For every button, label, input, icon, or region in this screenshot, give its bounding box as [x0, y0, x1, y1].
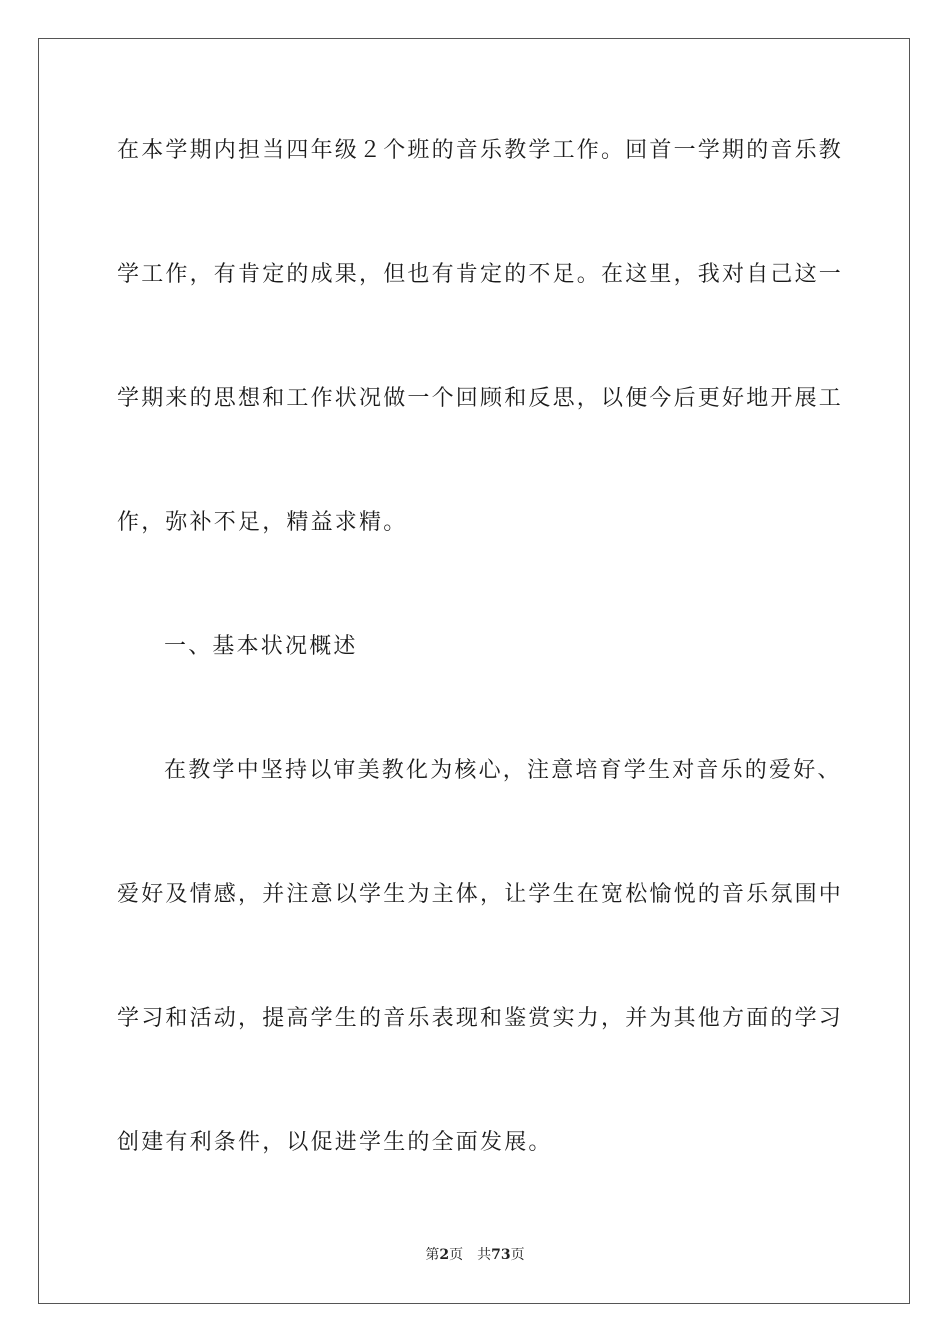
- total-suffix: 页: [510, 1247, 525, 1263]
- paragraph-1-line-3: 学期来的思想和工作状况做一个回顾和反思，以便今后更好地开展工: [117, 386, 844, 411]
- paragraph-2-line-1: 在教学中坚持以审美教化为核心，注意培育学生对音乐的爱好、: [164, 758, 842, 783]
- page-suffix: 页: [449, 1247, 464, 1263]
- paragraph-1-line-2: 学工作，有肯定的成果，但也有肯定的不足。在这里，我对自己这一: [117, 262, 844, 287]
- page-border: [38, 38, 910, 1304]
- total-prefix: 共: [477, 1247, 492, 1263]
- paragraph-1-line-4: 作，弥补不足，精益求精。: [117, 510, 408, 535]
- page-footer: [0, 1248, 950, 1262]
- paragraph-2-line-4: 创建有利条件，以促进学生的全面发展。: [117, 1130, 553, 1155]
- total-pages: 73: [491, 1247, 511, 1263]
- section-heading: 一、基本状况概述: [164, 634, 358, 659]
- paragraph-2-line-3: 学习和活动，提高学生的音乐表现和鉴赏实力，并为其他方面的学习: [117, 1006, 844, 1031]
- paragraph-1-line-1: 在本学期内担当四年级２个班的音乐教学工作。回首一学期的音乐教: [117, 138, 844, 163]
- page-number: 2: [439, 1247, 450, 1263]
- paragraph-2-line-2: 爱好及情感，并注意以学生为主体，让学生在宽松愉悦的音乐氛围中: [117, 882, 844, 907]
- page-prefix: 第: [425, 1247, 440, 1263]
